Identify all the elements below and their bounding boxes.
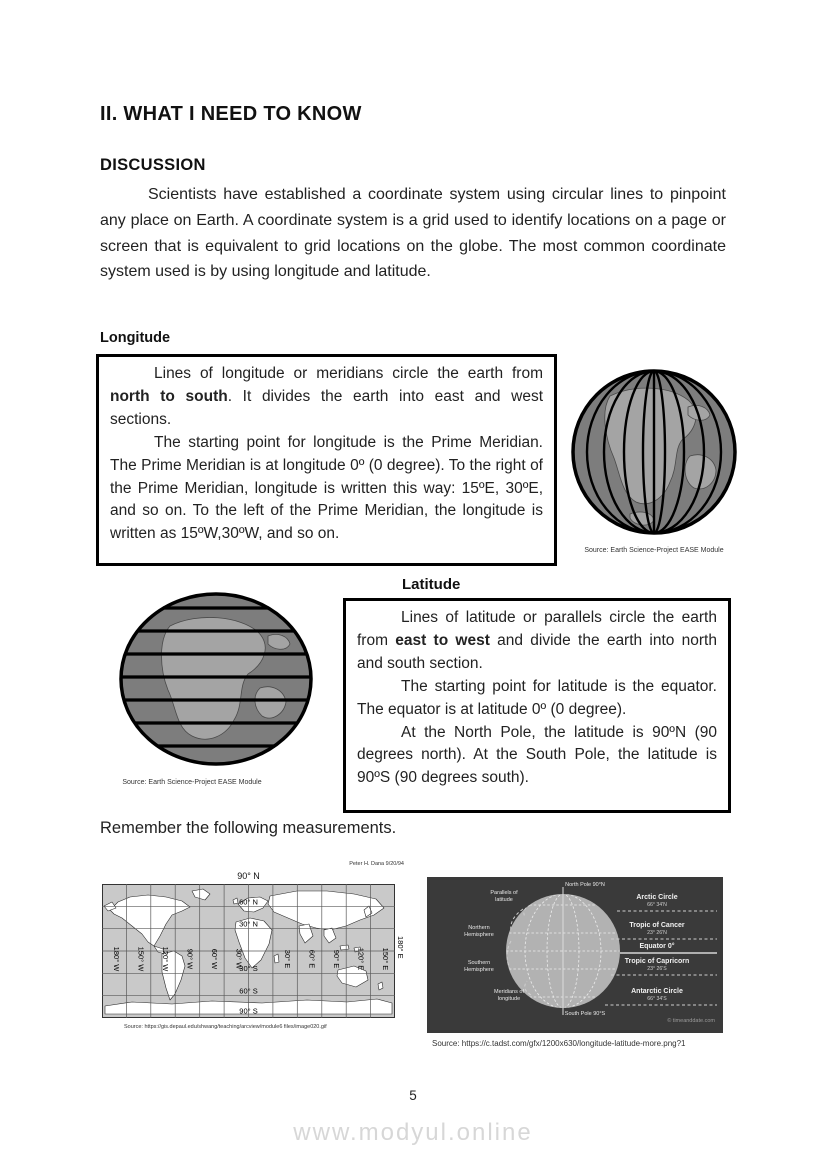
world-map-svg <box>102 884 395 1018</box>
north-pole-label: North Pole 90°N <box>565 882 605 888</box>
tropic-of-cancer-label: Tropic of Cancer 23° 26'N <box>629 922 685 936</box>
tropic-of-capricorn-label: Tropic of Capricorn 23° 26'S <box>624 958 690 972</box>
longitude-para1-post: . It divides the earth into east and west sections. <box>110 387 543 428</box>
latlon-diagram-image <box>427 877 723 1033</box>
map-lon-label: 90° W <box>185 948 195 970</box>
equator-label: Equator 0° <box>639 943 675 950</box>
map-lon-label: 30° E <box>283 949 293 969</box>
longitude-para1-pre: Lines of longitude or meridians circle the earth from <box>154 365 543 382</box>
watermark: www.modyul.online <box>293 1119 533 1146</box>
southern-hemisphere-label: Southern Hemisphere <box>464 960 494 973</box>
map-lon-label: 60° W <box>209 948 219 970</box>
parallels-label: Parallels of latitude <box>490 890 518 903</box>
map-lon-label: 60° E <box>307 949 317 969</box>
map-lon-label: 120° W <box>161 946 170 972</box>
diagram-copyright: © timeanddate.com <box>667 1018 715 1024</box>
meridians-label: Meridians of longitude <box>494 989 524 1002</box>
longitude-globe-source: Source: Earth Science-Project EASE Module <box>584 547 724 554</box>
longitude-paragraph-2: The starting point for longitude is the Prime Meridian. The Prime Meridian is at longitude 0º (0 degree). To the right of the Prime Meridian, longitude is written this way: 15ºE, 30ºE, and so on. To the left of the Prime Meridian, the longitude is written as 15ºW,30ºW, and so on. <box>110 433 543 543</box>
discussion-paragraph: Scientists have established a coordinate system using circular lines to pinpoint any place on Earth. A coordinate system is a grid used to identify locations on a page or screen that is equivalent to grid locations on the globe. The most common coordinate system used is by using longitude and latitude. <box>100 186 726 281</box>
map-lon-label: 90° E <box>332 949 341 969</box>
antarctic-circle-label: Antarctic Circle 66° 34'S <box>631 988 683 1002</box>
remember-text: Remember the following measurements. <box>100 819 397 837</box>
latitude-globe-svg <box>118 592 314 766</box>
map-right-label: 180° E <box>396 936 405 959</box>
map-lon-label: 120° E <box>356 947 366 971</box>
map-lat-label: 90° S <box>239 1006 258 1016</box>
map-source: Source: https://gis.depaul.edu/shwang/teaching/arcview/module6 files/image020.gif <box>124 1024 327 1030</box>
south-pole-label: South Pole 90°S <box>564 1011 606 1017</box>
arctic-circle-label: Arctic Circle 66° 34'N <box>636 894 678 908</box>
latitude-heading: Latitude <box>402 576 461 593</box>
map-lon-label: 150° W <box>136 946 146 972</box>
world-map-image <box>102 884 395 1018</box>
map-lon-label: 150° E <box>380 947 390 971</box>
longitude-paragraph-1 <box>110 363 543 432</box>
latitude-paragraph-2: The starting point for latitude is the equator. The equator is at latitude 0º (0 degree). <box>357 677 717 718</box>
map-credit: Peter H. Dana 9/20/94 <box>349 861 404 867</box>
latitude-paragraph-3: At the North Pole, the latitude is 90ºN (90 degrees north). At the South Pole, the latitude is 90ºS (90 degrees south). <box>357 723 717 787</box>
latitude-globe-image <box>118 592 314 766</box>
longitude-globe-image <box>570 365 738 539</box>
longitude-para1-bold: north to south <box>110 387 228 405</box>
latitude-textbox <box>343 598 731 813</box>
map-lon-label: 180° W <box>112 946 122 972</box>
northern-hemisphere-label: Northern Hemisphere <box>464 925 494 938</box>
map-lon-label: 30° W <box>234 948 244 970</box>
latitude-para1-post: and divide the earth into north and south section. <box>357 631 717 672</box>
latitude-paragraph-1 <box>357 607 717 676</box>
latitude-globe-source: Source: Earth Science-Project EASE Module <box>122 779 262 786</box>
map-lat-label: 30° N <box>239 919 258 929</box>
longitude-globe-svg <box>570 365 738 539</box>
page-number: 5 <box>409 1088 417 1103</box>
map-top-label: 90° N <box>237 871 260 881</box>
diagram-source: Source: https://c.tadst.com/gfx/1200x630/longitude-latitude-more.png?1 <box>432 1039 686 1048</box>
latitude-para1-bold: east to west <box>395 631 490 649</box>
map-lat-label: 60° S <box>239 986 258 996</box>
discussion-heading: DISCUSSION <box>100 156 206 174</box>
page-title: II. WHAT I NEED TO KNOW <box>100 103 362 125</box>
latitude-para1-pre: Lines of latitude or parallels circle the earth from <box>357 609 717 649</box>
map-lat-label: 30° S <box>239 964 258 973</box>
longitude-heading: Longitude <box>100 330 171 346</box>
longitude-textbox <box>96 354 557 566</box>
map-lat-label: 60° N <box>239 897 258 907</box>
